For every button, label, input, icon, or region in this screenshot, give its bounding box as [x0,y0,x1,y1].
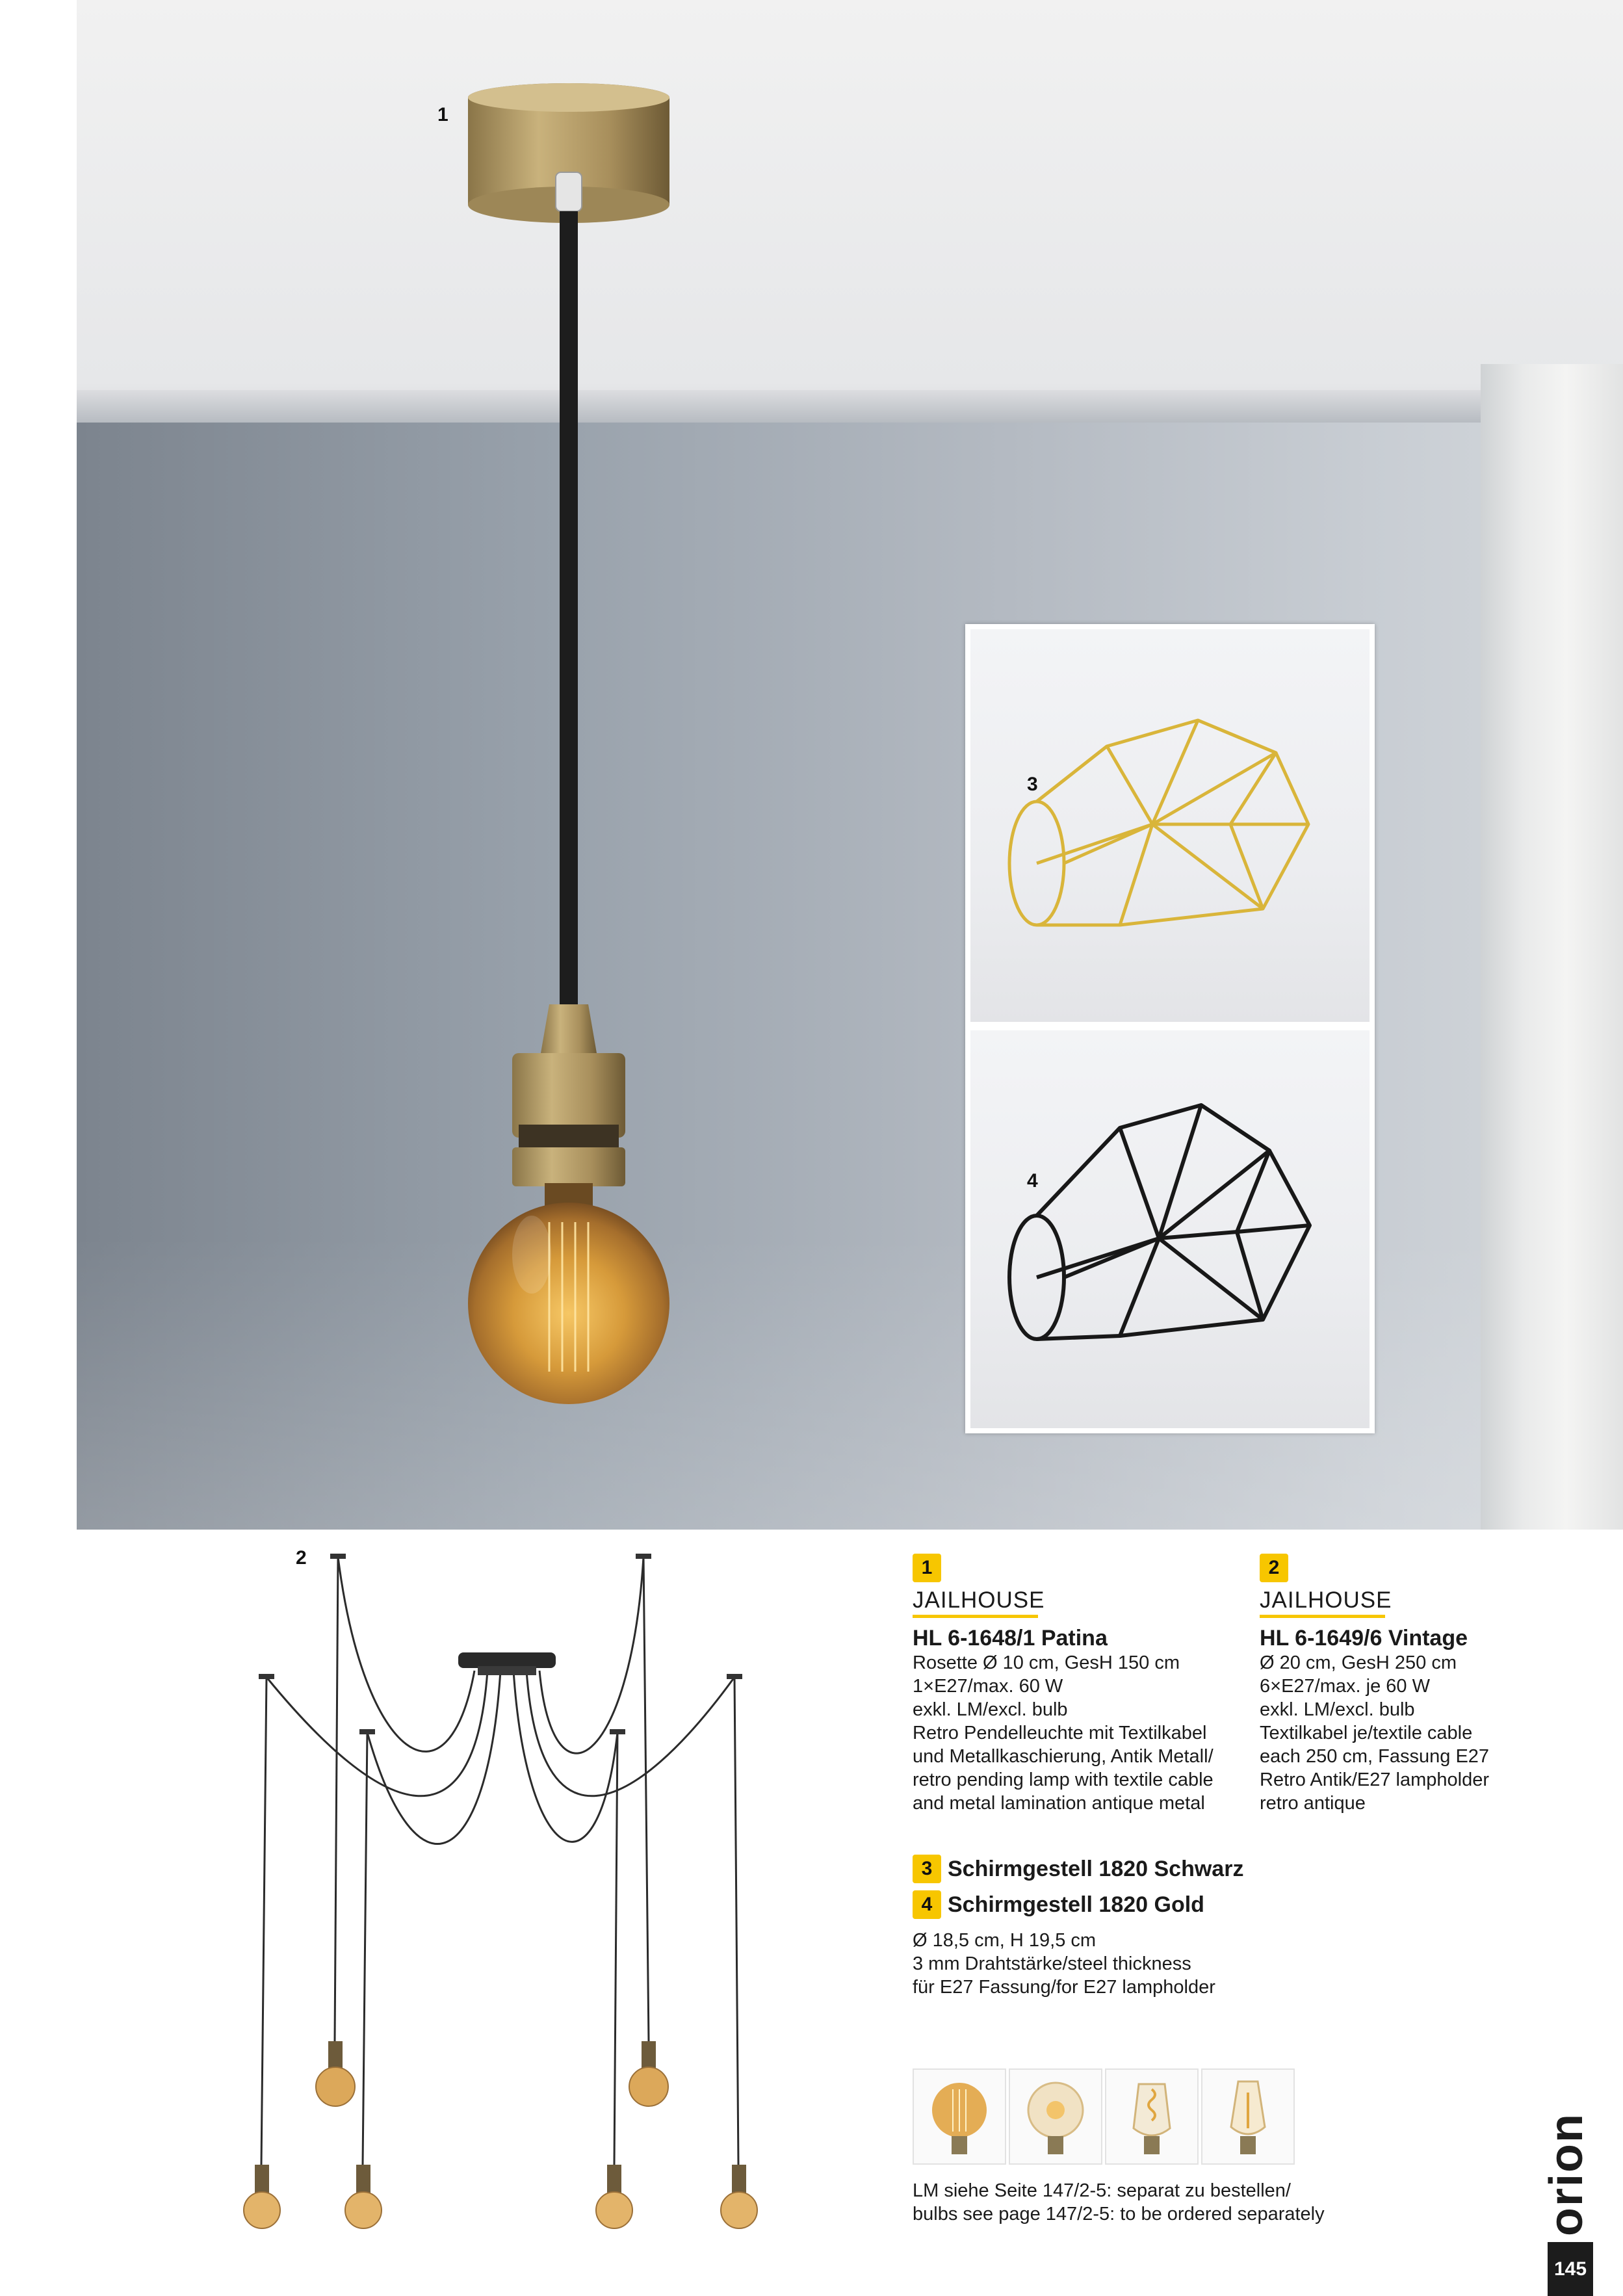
cage-specs: Ø 18,5 cm, H 19,5 cm 3 mm Drahtstärke/steel thickness für E27 Fassung/for E27 lampholder [913,1930,1215,1998]
cage-frame-name: Schirmgestell 1820 Gold [948,1892,1204,1917]
cage-frames [913,1853,1498,1999]
product-2 [1260,1554,1533,1815]
callout-number: 1 [437,104,448,125]
black-cage-photo [970,1030,1370,1428]
bulb-note: LM siehe Seite 147/2-5: separat zu bestellen/ bulbs see page 147/2-5: to be ordered separately [913,2180,1325,2224]
edison-bulb-icon [1201,2068,1295,2165]
product-badge: 3 [913,1855,941,1883]
series-underline [1260,1615,1385,1618]
product-1 [913,1554,1251,1815]
spiral-bulb-icon [1105,2068,1199,2165]
product-name: HL 6-1649/6 Vintage [1260,1626,1468,1650]
series-name: JAILHOUSE [1260,1587,1392,1613]
page-number: 145 [1548,2242,1593,2296]
product-badge: 4 [913,1890,941,1919]
cage-frame-name: Schirmgestell 1820 Schwarz [948,1856,1244,1881]
product-badge: 1 [913,1554,941,1582]
product-description: Ø 20 cm, GesH 250 cm 6×E27/max. je 60 W exkl. LM/excl. bulb Textilkabel je/textile cable each 250 cm, Fassung E27 Retro Antik/E27 lampholder retro antique [1260,1652,1490,1814]
pendant-lamp-image [77,0,1623,1530]
callout-number: 4 [1027,1170,1038,1192]
cage-frame-item [913,1853,1498,1885]
series-underline [913,1615,1038,1618]
brand-logo: orion [1540,2113,1592,2236]
cage-insert [965,624,1375,1433]
round-bulb-icon [1009,2068,1102,2165]
series-name: JAILHOUSE [913,1587,1045,1613]
cage-frame-item [913,1888,1498,1921]
chandelier-image [214,1541,851,2262]
product-badge: 2 [1260,1554,1288,1582]
callout-number: 3 [1027,774,1038,795]
product-description: Rosette Ø 10 cm, GesH 150 cm 1×E27/max. 60 W exkl. LM/excl. bulb Retro Pendelleuchte mit Textilkabel und Metallkaschierung, Antik Metall/ retro pending lamp with textile cable and metal lamination antique metal [913,1652,1214,1814]
product-name: HL 6-1648/1 Patina [913,1626,1108,1650]
callout-number: 2 [296,1547,307,1569]
globe-bulb-icon [913,2068,1006,2165]
hero-photo [77,0,1623,1530]
gold-cage-photo [970,629,1370,1022]
